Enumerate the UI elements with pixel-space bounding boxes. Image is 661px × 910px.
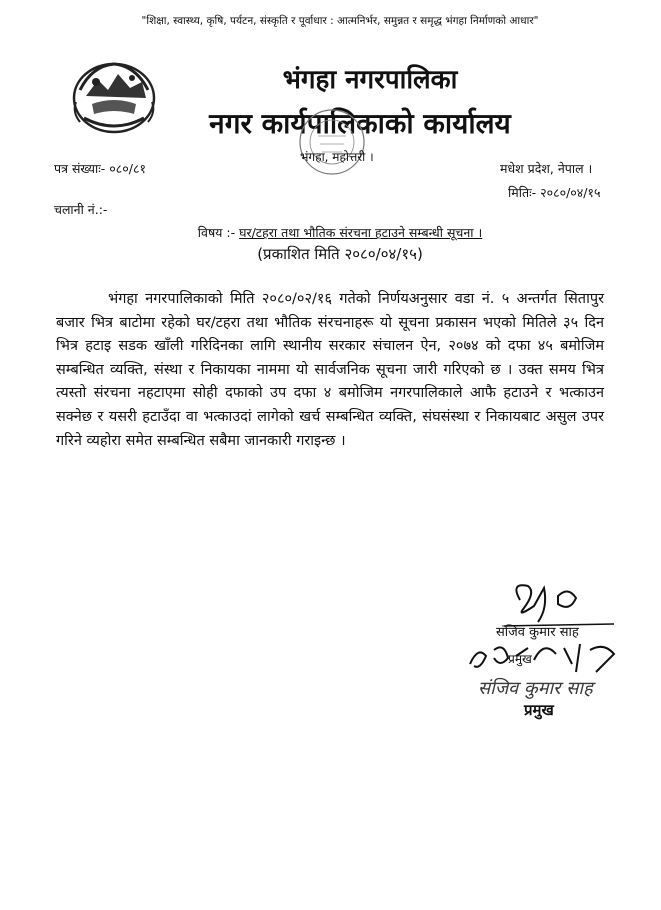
office-name: नगर कार्यपालिकाको कार्यालय	[209, 107, 511, 140]
nepal-emblem-icon	[66, 52, 162, 136]
organization-name: भंगहा नगरपालिका	[282, 65, 458, 95]
signer-title: प्रमुख	[508, 652, 532, 666]
stamp-signer-name: संजिव कुमार साह	[478, 678, 593, 699]
subject-text: घर/टहरा तथा भौतिक संरचना हटाउने सम्बन्धी सूचना ।	[239, 225, 483, 240]
dispatch-number: चलानी नं.:-	[54, 202, 108, 217]
motto-text: "शिक्षा, स्वास्थ्य, कृषि, पर्यटन, संस्कृति र पूर्वाधार : आत्मनिर्भर, समुन्नत र समृद्ध भंगहा निर्माणको आधार"	[141, 15, 539, 27]
notice-body-text: भंगहा नगरपालिकाको मिति २०८०/०२/१६ गतेको निर्णयअनुसार वडा नं. ५ अन्तर्गत सितापुर बजार भित्र बाटोमा रहेको घर/टहरा तथा भौतिक संरचनाहरू यो सूचना प्रकासन भएको मितिले ३५ दिन भित्र हटाइ सडक खाँली गरिदिनका लागि स्थानीय सरकार संचालन ऐन, २०७४ को दफा ४५ बमोजिम सम्बन्धित व्यक्ति, संस्था र निकायका नाममा यो सार्वजनिक सूचना जारी गरिएको छ । उक्त समय भित्र त्यस्तो संरचना नहटाएमा सोही दफाको उप दफा ४ बमोजिम नगरपालिकाले आफै हटाउने र भत्काउन सक्नेछ र यसरी हटाउँदा वा भत्काउदां लागेको खर्च सम्बन्धित व्यक्ति, संघसंस्था र निकायबाट असुल उपर गरिने व्यहोरा समेत सम्बन्धित सबैमा जानकारी गराइन्छ ।	[56, 291, 604, 449]
office-stamp-icon	[296, 106, 368, 178]
office-address: भंगहा, महोत्तरी ।	[300, 150, 374, 164]
letter-number: पत्र संख्याः- ०८०/८१	[54, 161, 146, 176]
notice-body	[56, 288, 604, 453]
subject-label: विषय :-	[197, 225, 236, 240]
stamp-signer-title: प्रमुख	[524, 701, 554, 719]
published-date: (प्रकाशित मिति २०८०/०४/१५)	[257, 245, 423, 263]
province-text: मधेश प्रदेश, नेपाल ।	[500, 161, 593, 176]
letter-date: मितिः- २०८०/०४/१५	[508, 185, 601, 200]
subject-line	[140, 224, 540, 241]
signer-name: संजिव कुमार साह	[496, 625, 579, 640]
